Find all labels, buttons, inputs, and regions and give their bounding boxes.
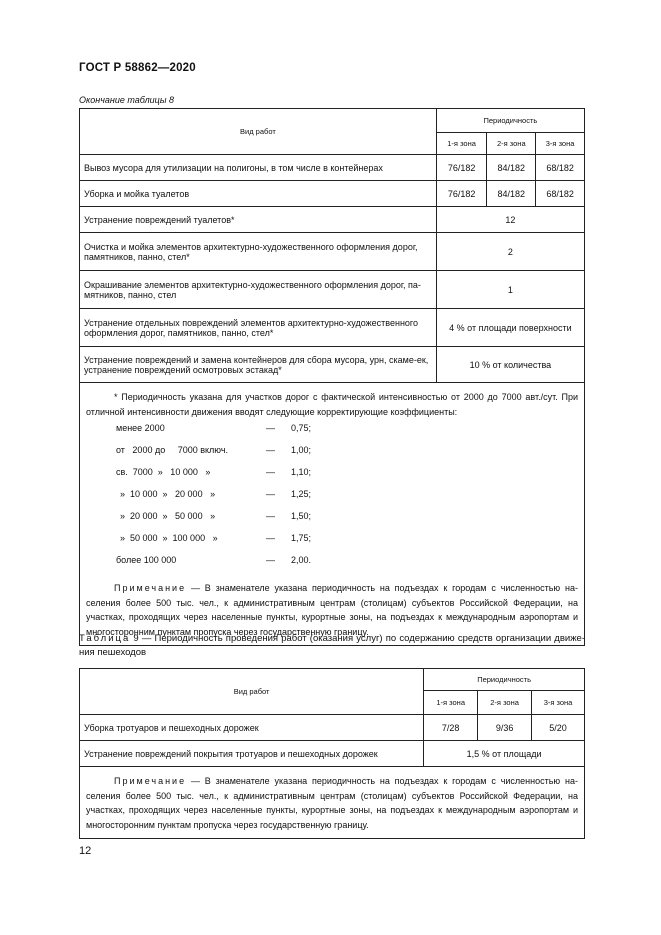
coef-value: 1,00; <box>291 445 312 455</box>
zone2-cell: 84/182 <box>487 155 536 181</box>
table9-zone1-header: 1-я зона <box>424 691 478 715</box>
coef-value: 0,75; <box>291 423 312 433</box>
coef-value: 1,25; <box>291 489 312 499</box>
table8-caption: Окончание таблицы 8 <box>79 95 174 105</box>
zone3-cell: 68/182 <box>536 181 585 207</box>
coefficient-list <box>86 421 578 581</box>
coef-dash: — <box>266 555 275 565</box>
work-cell: Вывоз мусора для утилизации на полигоны, в том числе в контейнерах <box>80 155 437 181</box>
table8-zone1-header: 1-я зона <box>436 133 487 155</box>
table8-col-work-header: Вид работ <box>80 109 437 155</box>
table9-col-period-header: Периодичность <box>424 669 585 691</box>
footnote: * Периодичность указана для участков дорог с фактической интенсивностью от 2000 до 7000 авт./сут. При отличной интенсивности движения вводят следующие корректирующие коэффициенты: <box>86 392 578 417</box>
coef-value: 1,50; <box>291 511 312 521</box>
table9-note <box>86 774 578 832</box>
table9-zone3-header: 3-я зона <box>532 691 585 715</box>
zone2-cell: 9/36 <box>478 715 532 741</box>
period-cell: 12 <box>436 207 584 233</box>
work-cell: Уборка и мойка туалетов <box>80 181 437 207</box>
table8-zone3-header: 3-я зона <box>536 133 585 155</box>
coef-dash: — <box>266 467 275 477</box>
table8-col-period-header: Периодичность <box>436 109 584 133</box>
coef-range: от 2000 до 7000 включ. <box>116 445 229 455</box>
coef-range: более 100 000 <box>116 555 177 565</box>
coef-dash: — <box>266 511 275 521</box>
coef-range: менее 2000 <box>116 423 165 433</box>
period-cell: 10 % от количества <box>436 347 584 383</box>
work-cell: Окрашивание элементов архитектурно-художественного оформления дорог, па-мятников, панно, стел <box>80 271 437 309</box>
table-row <box>80 347 585 383</box>
table9-notes <box>80 767 585 839</box>
coef-range: » 50 000 » 100 000 » <box>120 533 218 543</box>
table9-caption-label: Таблица <box>79 633 131 644</box>
table8-note <box>86 581 578 639</box>
period-cell: 1 <box>436 271 584 309</box>
page-number: 12 <box>79 845 92 857</box>
zone3-cell: 5/20 <box>532 715 585 741</box>
note-label: Примечание <box>114 583 187 593</box>
zone1-cell: 76/182 <box>436 181 487 207</box>
coef-value: 1,10; <box>291 467 312 477</box>
table-row <box>80 155 585 181</box>
work-cell: Устранение повреждений и замена контейнеров для сбора мусора, урн, скаме-ек, устранение повреждений осмотровых эстакад* <box>80 347 437 383</box>
coef-range: » 20 000 » 50 000 » <box>120 511 216 521</box>
period-cell: 1,5 % от площади <box>424 741 585 767</box>
coef-dash: — <box>266 445 275 455</box>
note-text: — В знаменателе указана периодичность на подъездах к городам с численностью на-селения более 500 тыс. чел., к административным центрам (столицам) субъектов Российской Федерации, на участках, проходящих через населенные пункты, курортные зоны, на подъездах к международным аэропортам и многосторонним пунктам пропуска через государственную границу. <box>86 583 578 637</box>
table-row <box>80 741 585 767</box>
work-cell: Уборка тротуаров и пешеходных дорожек <box>80 715 424 741</box>
coef-dash: — <box>266 533 275 543</box>
table9-caption-text: 9 — Периодичность проведения работ (оказания услуг) по содержанию средств организации движе-ния пешеходов <box>79 633 585 658</box>
document-header: ГОСТ Р 58862—2020 <box>79 62 196 74</box>
table-row <box>80 271 585 309</box>
table-row <box>80 207 585 233</box>
table-8 <box>79 108 585 646</box>
table9-caption <box>79 632 585 660</box>
zone2-cell: 84/182 <box>487 181 536 207</box>
table9-col-work-header: Вид работ <box>80 669 424 715</box>
zone3-cell: 68/182 <box>536 155 585 181</box>
table-row <box>80 715 585 741</box>
coef-value: 2,00. <box>291 555 312 565</box>
coef-range: » 10 000 » 20 000 » <box>120 489 216 499</box>
work-cell: Устранение повреждений туалетов* <box>80 207 437 233</box>
coef-dash: — <box>266 489 275 499</box>
work-cell: Устранение повреждений покрытия тротуаров и пешеходных дорожек <box>80 741 424 767</box>
coef-dash: — <box>266 423 275 433</box>
note-label: Примечание <box>114 776 187 786</box>
coef-range: св. 7000 » 10 000 » <box>116 467 211 477</box>
period-cell: 2 <box>436 233 584 271</box>
coef-value: 1,75; <box>291 533 312 543</box>
period-cell: 4 % от площади поверхности <box>436 309 584 347</box>
table8-zone2-header: 2-я зона <box>487 133 536 155</box>
note-text: — В знаменателе указана периодичность на подъездах к городам с численностью на-селения более 500 тыс. чел., к административным центрам (столицам) субъектов Российской Федерации, на участках, проходящих через населенные пункты, курортные зоны, на подъездах к международным аэропортам и многосторонним пунктам пропуска через государственную границу. <box>86 776 578 830</box>
work-cell: Устранение отдельных повреждений элементов архитектурно-художественного оформления дорог, памятников, панно, стел* <box>80 309 437 347</box>
table8-notes <box>80 383 585 646</box>
work-cell: Очистка и мойка элементов архитектурно-художественного оформления дорог, памятников, панно, стел* <box>80 233 437 271</box>
zone1-cell: 7/28 <box>424 715 478 741</box>
table-row <box>80 181 585 207</box>
table-row <box>80 233 585 271</box>
table-row <box>80 309 585 347</box>
table9-zone2-header: 2-я зона <box>478 691 532 715</box>
table-9 <box>79 668 585 839</box>
zone1-cell: 76/182 <box>436 155 487 181</box>
